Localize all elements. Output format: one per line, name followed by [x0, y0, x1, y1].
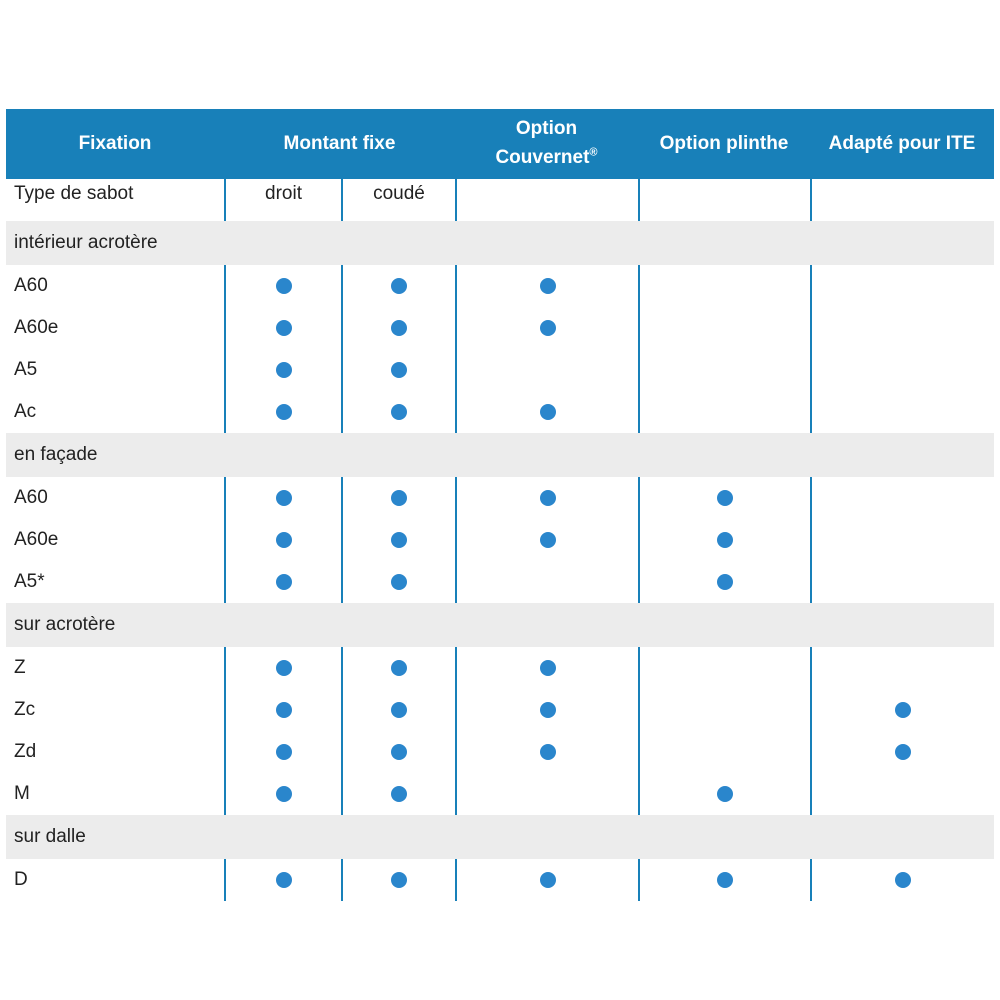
dot-icon	[276, 702, 292, 718]
dot-icon	[391, 278, 407, 294]
table-row	[6, 859, 994, 901]
dot-icon	[717, 574, 733, 590]
dot-icon	[391, 574, 407, 590]
cell-couvernet	[455, 391, 638, 433]
cell-droit	[224, 391, 341, 433]
cell-ite	[810, 391, 994, 433]
cell-plinthe	[638, 349, 810, 391]
cell-coude	[341, 859, 455, 901]
cell-droit	[224, 265, 341, 307]
table-row	[6, 307, 994, 349]
cell-coude	[341, 519, 455, 561]
dot-icon	[540, 320, 556, 336]
section-title: intérieur acrotère	[14, 232, 158, 253]
dot-icon	[391, 320, 407, 336]
cell-ite	[810, 689, 994, 731]
dot-icon	[276, 362, 292, 378]
cell-ite	[810, 561, 994, 603]
section-title: en façade	[14, 444, 98, 465]
table-row	[6, 773, 994, 815]
cell-plinthe	[638, 477, 810, 519]
header-fixation: Fixation	[78, 132, 152, 154]
cell-droit	[224, 859, 341, 901]
table-body	[6, 221, 994, 901]
cell-couvernet	[455, 647, 638, 689]
dot-icon	[540, 532, 556, 548]
row-label: A5	[14, 359, 38, 380]
cell-couvernet	[455, 859, 638, 901]
section-header	[6, 221, 994, 265]
dot-icon	[276, 278, 292, 294]
dot-icon	[717, 490, 733, 506]
cell-ite	[810, 477, 994, 519]
table-row	[6, 477, 994, 519]
row-label: A5*	[14, 571, 45, 592]
table-row	[6, 689, 994, 731]
cell-plinthe	[638, 773, 810, 815]
table-row	[6, 349, 994, 391]
cell-coude	[341, 561, 455, 603]
table-row	[6, 519, 994, 561]
cell-coude	[341, 773, 455, 815]
cell-droit	[224, 307, 341, 349]
dot-icon	[391, 744, 407, 760]
table-row	[6, 391, 994, 433]
cell-coude	[341, 265, 455, 307]
dot-icon	[276, 532, 292, 548]
cell-plinthe	[638, 647, 810, 689]
dot-icon	[276, 872, 292, 888]
dot-icon	[895, 744, 911, 760]
row-label: M	[14, 783, 30, 804]
cell-plinthe	[638, 689, 810, 731]
cell-coude	[341, 647, 455, 689]
dot-icon	[540, 278, 556, 294]
dot-icon	[276, 786, 292, 802]
row-label: D	[14, 869, 28, 890]
cell-couvernet	[455, 731, 638, 773]
dot-icon	[540, 490, 556, 506]
row-label: Z	[14, 657, 26, 678]
cell-couvernet	[455, 477, 638, 519]
dot-icon	[391, 532, 407, 548]
row-label: A60	[14, 275, 48, 296]
cell-droit	[224, 477, 341, 519]
cell-couvernet	[455, 519, 638, 561]
section-header	[6, 603, 994, 647]
dot-icon	[391, 702, 407, 718]
cell-droit	[224, 731, 341, 773]
section-title: sur acrotère	[14, 614, 116, 635]
cell-coude	[341, 349, 455, 391]
cell-ite	[810, 731, 994, 773]
row-label: A60e	[14, 529, 59, 550]
cell-ite	[810, 307, 994, 349]
dot-icon	[717, 532, 733, 548]
dot-icon	[391, 786, 407, 802]
cell-ite	[810, 647, 994, 689]
cell-ite	[810, 859, 994, 901]
dot-icon	[276, 660, 292, 676]
dot-icon	[540, 702, 556, 718]
dot-icon	[391, 490, 407, 506]
table-row	[6, 561, 994, 603]
row-label: Zd	[14, 741, 37, 762]
row-label: A60	[14, 487, 48, 508]
table-header	[6, 109, 994, 177]
dot-icon	[717, 786, 733, 802]
cell-plinthe	[638, 859, 810, 901]
dot-icon	[540, 660, 556, 676]
dot-icon	[540, 404, 556, 420]
dot-icon	[540, 872, 556, 888]
cell-coude	[341, 307, 455, 349]
cell-droit	[224, 773, 341, 815]
dot-icon	[276, 320, 292, 336]
cell-coude	[341, 477, 455, 519]
compatibility-table	[6, 109, 994, 901]
cell-droit	[224, 561, 341, 603]
row-label: A60e	[14, 317, 59, 338]
dot-icon	[895, 872, 911, 888]
cell-coude	[341, 391, 455, 433]
table-row	[6, 731, 994, 773]
cell-ite	[810, 519, 994, 561]
subheader-droit: droit	[224, 179, 341, 221]
cell-plinthe	[638, 561, 810, 603]
cell-couvernet	[455, 349, 638, 391]
cell-ite	[810, 349, 994, 391]
cell-plinthe	[638, 519, 810, 561]
section-header	[6, 433, 994, 477]
section-header	[6, 815, 994, 859]
dot-icon	[276, 574, 292, 590]
header-adapte-ite: Adapté pour ITE	[828, 132, 976, 154]
cell-coude	[341, 731, 455, 773]
cell-ite	[810, 265, 994, 307]
header-montant-fixe: Montant fixe	[283, 132, 396, 154]
type-de-sabot-label: Type de sabot	[14, 183, 134, 204]
cell-droit	[224, 349, 341, 391]
cell-droit	[224, 689, 341, 731]
header-option-couvernet: Option Couvernet®	[495, 118, 598, 168]
table-row	[6, 647, 994, 689]
cell-couvernet	[455, 689, 638, 731]
dot-icon	[391, 660, 407, 676]
cell-droit	[224, 647, 341, 689]
dot-icon	[276, 404, 292, 420]
subheader-coude: coudé	[341, 179, 455, 221]
cell-plinthe	[638, 731, 810, 773]
cell-couvernet	[455, 265, 638, 307]
dot-icon	[540, 744, 556, 760]
dot-icon	[276, 490, 292, 506]
row-label: Ac	[14, 401, 37, 422]
cell-couvernet	[455, 307, 638, 349]
cell-plinthe	[638, 307, 810, 349]
row-label: Zc	[14, 699, 36, 720]
dot-icon	[276, 744, 292, 760]
cell-ite	[810, 773, 994, 815]
dot-icon	[391, 872, 407, 888]
type-de-sabot-row	[6, 179, 994, 221]
section-title: sur dalle	[14, 826, 86, 847]
dot-icon	[895, 702, 911, 718]
header-option-plinthe: Option plinthe	[659, 132, 789, 154]
cell-plinthe	[638, 265, 810, 307]
cell-couvernet	[455, 773, 638, 815]
cell-coude	[341, 689, 455, 731]
table-row	[6, 265, 994, 307]
dot-icon	[391, 362, 407, 378]
dot-icon	[717, 872, 733, 888]
dot-icon	[391, 404, 407, 420]
cell-droit	[224, 519, 341, 561]
cell-plinthe	[638, 391, 810, 433]
cell-couvernet	[455, 561, 638, 603]
